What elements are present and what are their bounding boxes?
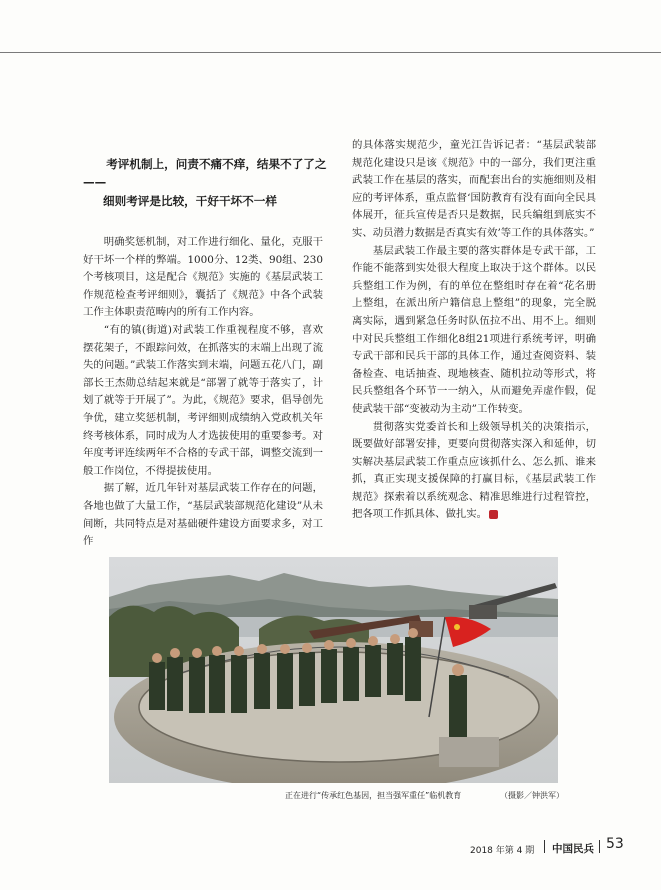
right-paragraph-3-text: 贯彻落实党委首长和上级领导机关的决策指示，既要做好部署安排，更要向贯彻落实深入和延伸，切实解决基层武装工作重点应该抓什么、怎么抓、谁来抓，真正实现支援保障的打赢目标，《基层武装工作规范》探索着以系统观念、精准思维进行过程管控，把各项工作抓具体、做扎实。 — [352, 420, 596, 521]
right-paragraph-2: 基层武装工作最主要的落实群体是专武干部，工作能不能落到实处很大程度上取决于这个群体。以民兵整组工作为例，有的单位在整组时存在着“花名册上整组，在派出所户籍信息上整组”的现象，完全脱离实际，遇到紧急任务时队伍拉不出、用不上。细则中对民兵整组工作细化8组21项进行系统考评，明确专武干部和民兵干部的具体工作，通过查阅资料、装备检查、电话抽查、现地核查、随机拉动等形式，将民兵整组各个环节一一纳入，从而避免弄虚作假，促使武装干部“变被动为主动”工作转变。 — [352, 244, 596, 415]
right-paragraph-3 — [352, 419, 596, 525]
right-column — [352, 137, 596, 524]
section-heading-line2: 细则考评是比较，干好干坏不一样 — [103, 194, 277, 208]
section-heading-line1: 考评机制上，问责不痛不痒，结果不了了之—— — [83, 157, 327, 189]
left-paragraph-2: “有的镇(街道)对武装工作重视程度不够，喜欢摆花架子，不跟踪问效，在抓落实的末端上出现了流失的问题。”武装工作落实到末端，问题五花八门，副部长王杰勋总结起来就是“部署了就等于落实了，计划了就等于开展了”。为此，《规范》要求，倡导创先争优，建立奖惩机制，考评细则成绩纳入党政机关年终考核体系，同时成为人才选拔使用的重要参考。对年度考评连续两年不合格的专武干部，调整交流到一般工作岗位，不得提拔使用。 — [83, 323, 323, 477]
left-column — [83, 234, 323, 551]
right-paragraph-1: 的具体落实规范少，童光江告诉记者：“基层武装部规范化建设只是该《规范》中的一部分，我们更注重武装工作在基层的落实，而配套出台的实施细则及相应的考评体系，重点监督‘国防教育有没有面向全民具体展开，征兵宣传是否只是数据，民兵编组到底实不实、动员潜力数据是否真实有效’等工作的具体落实。” — [352, 139, 596, 239]
left-paragraph-1: 明确奖惩机制，对工作进行细化、量化，克服干好干坏一个样的弊端。1000分、12类、90组、230个考核项目，这是配合《规范》实施的《基层武装工作规范检查考评细则》，囊括了《规范》中各个武装工作主体职责范畴内的所有工作内容。 — [83, 236, 323, 319]
photo-caption: 正在进行“传承红色基因，担当强军重任”临机教育 — [285, 791, 462, 800]
publication-name: 中国民兵 — [552, 843, 594, 855]
photo-credit: （摄影／钟洪军） — [500, 791, 564, 800]
issue-label: 2018 年第 4 期 — [470, 846, 535, 856]
page-number: 53 — [606, 836, 624, 852]
footer-divider — [599, 840, 600, 853]
left-paragraph-3: 据了解，近几年针对基层武装工作存在的问题，各地也做了大量工作，“基层武装部规范化建设”从未间断，共同特点是对基础硬件建设方面要求多，对工作 — [83, 482, 323, 548]
header-rule — [0, 52, 661, 53]
article-photo — [109, 557, 558, 783]
article-end-icon — [489, 510, 498, 519]
footer-divider — [544, 840, 545, 853]
